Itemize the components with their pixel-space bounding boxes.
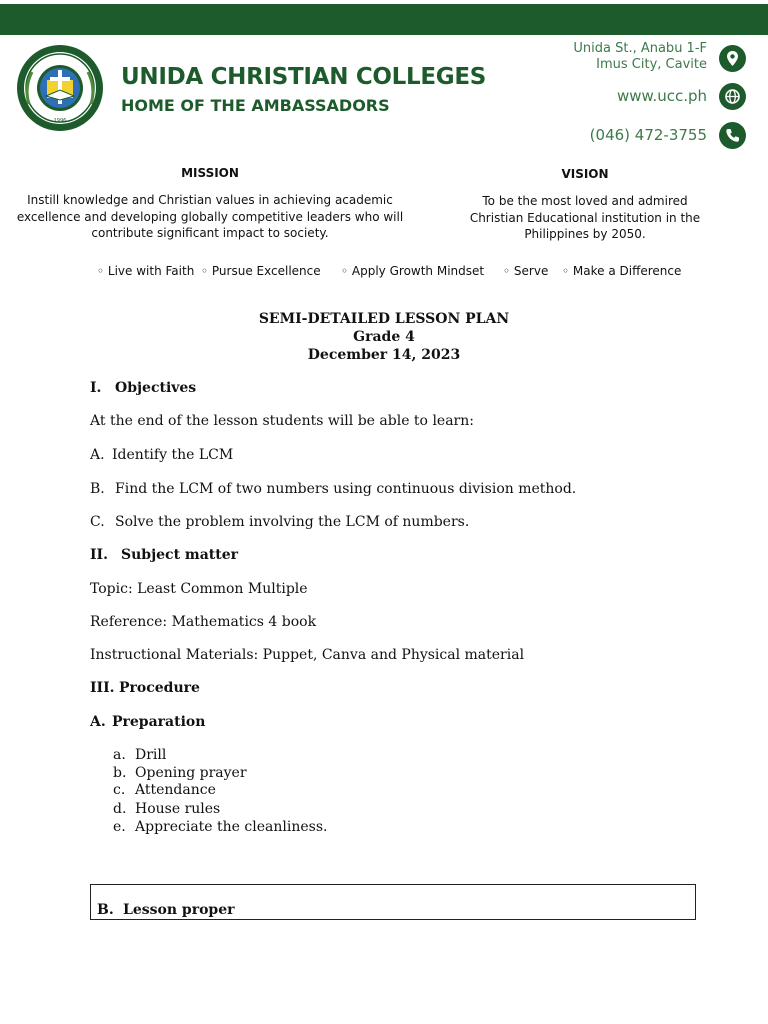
lesson-plan-date: December 14, 2023	[307, 347, 461, 363]
objective-item: A. Identify the LCM	[90, 447, 234, 463]
svg-text:1996: 1996	[53, 118, 67, 124]
subject-topic: Topic: Least Common Multiple	[90, 581, 308, 597]
address-line-2: Imus City, Cavite	[596, 57, 707, 72]
preparation-item: c. Attendance	[113, 782, 216, 798]
preparation-heading: A. Preparation	[90, 714, 206, 730]
header-bar	[0, 4, 768, 35]
vision-line: Philippines by 2050.	[524, 227, 646, 241]
preparation-item: b. Opening prayer	[113, 765, 247, 781]
college-name: UNIDA CHRISTIAN COLLEGES	[121, 64, 487, 90]
core-value: ◦ Serve	[503, 264, 549, 278]
mission-heading: MISSION	[181, 166, 239, 180]
address-line-1: Unida St., Anabu 1-F	[573, 41, 707, 56]
preparation-item: a. Drill	[113, 747, 167, 763]
mission-line: excellence and developing globally competitive leaders who will	[16, 209, 404, 224]
mission-line: Instill knowledge and Christian values in achieving academic	[27, 193, 393, 207]
lesson-proper-box	[90, 884, 696, 920]
mission-text	[10, 192, 410, 242]
vision-heading: VISION	[561, 167, 609, 181]
location-pin-icon	[719, 45, 746, 72]
subject-materials: Instructional Materials: Puppet, Canva and Physical material	[90, 647, 525, 663]
objective-item: B. Find the LCM of two numbers using continuous division method.	[90, 481, 577, 497]
vision-text	[445, 193, 725, 243]
core-value: ◦ Make a Difference	[562, 264, 682, 278]
lesson-proper-heading: B. Lesson proper	[97, 902, 235, 918]
college-seal-logo	[14, 44, 106, 132]
lesson-plan-grade: Grade 4	[353, 329, 415, 345]
phone-icon	[719, 122, 746, 149]
preparation-item: e. Appreciate the cleanliness.	[113, 819, 328, 835]
lesson-plan-title: SEMI-DETAILED LESSON PLAN	[258, 311, 510, 327]
address	[573, 41, 707, 73]
vision-line: Christian Educational institution in the	[469, 210, 701, 225]
objectives-heading: I. Objectives	[90, 380, 197, 396]
phone-number[interactable]: (046) 472-3755	[589, 126, 707, 144]
subject-matter-heading: II. Subject matter	[90, 547, 239, 563]
subject-reference: Reference: Mathematics 4 book	[90, 614, 317, 630]
core-value: ◦ Live with Faith	[97, 264, 195, 278]
mission-line: contribute significant impact to society.	[91, 226, 329, 240]
core-value: ◦ Apply Growth Mindset	[341, 264, 485, 278]
procedure-heading: III. Procedure	[90, 680, 200, 696]
website-link[interactable]: www.ucc.ph	[617, 87, 707, 105]
globe-icon	[719, 83, 746, 110]
objective-item: C. Solve the problem involving the LCM of numbers.	[90, 514, 470, 530]
core-value: ◦ Pursue Excellence	[201, 264, 321, 278]
preparation-item: d. House rules	[113, 801, 221, 817]
objectives-intro: At the end of the lesson students will be able to learn:	[90, 413, 474, 429]
vision-line: To be the most loved and admired	[482, 194, 688, 208]
college-tagline: HOME OF THE AMBASSADORS	[121, 96, 390, 115]
